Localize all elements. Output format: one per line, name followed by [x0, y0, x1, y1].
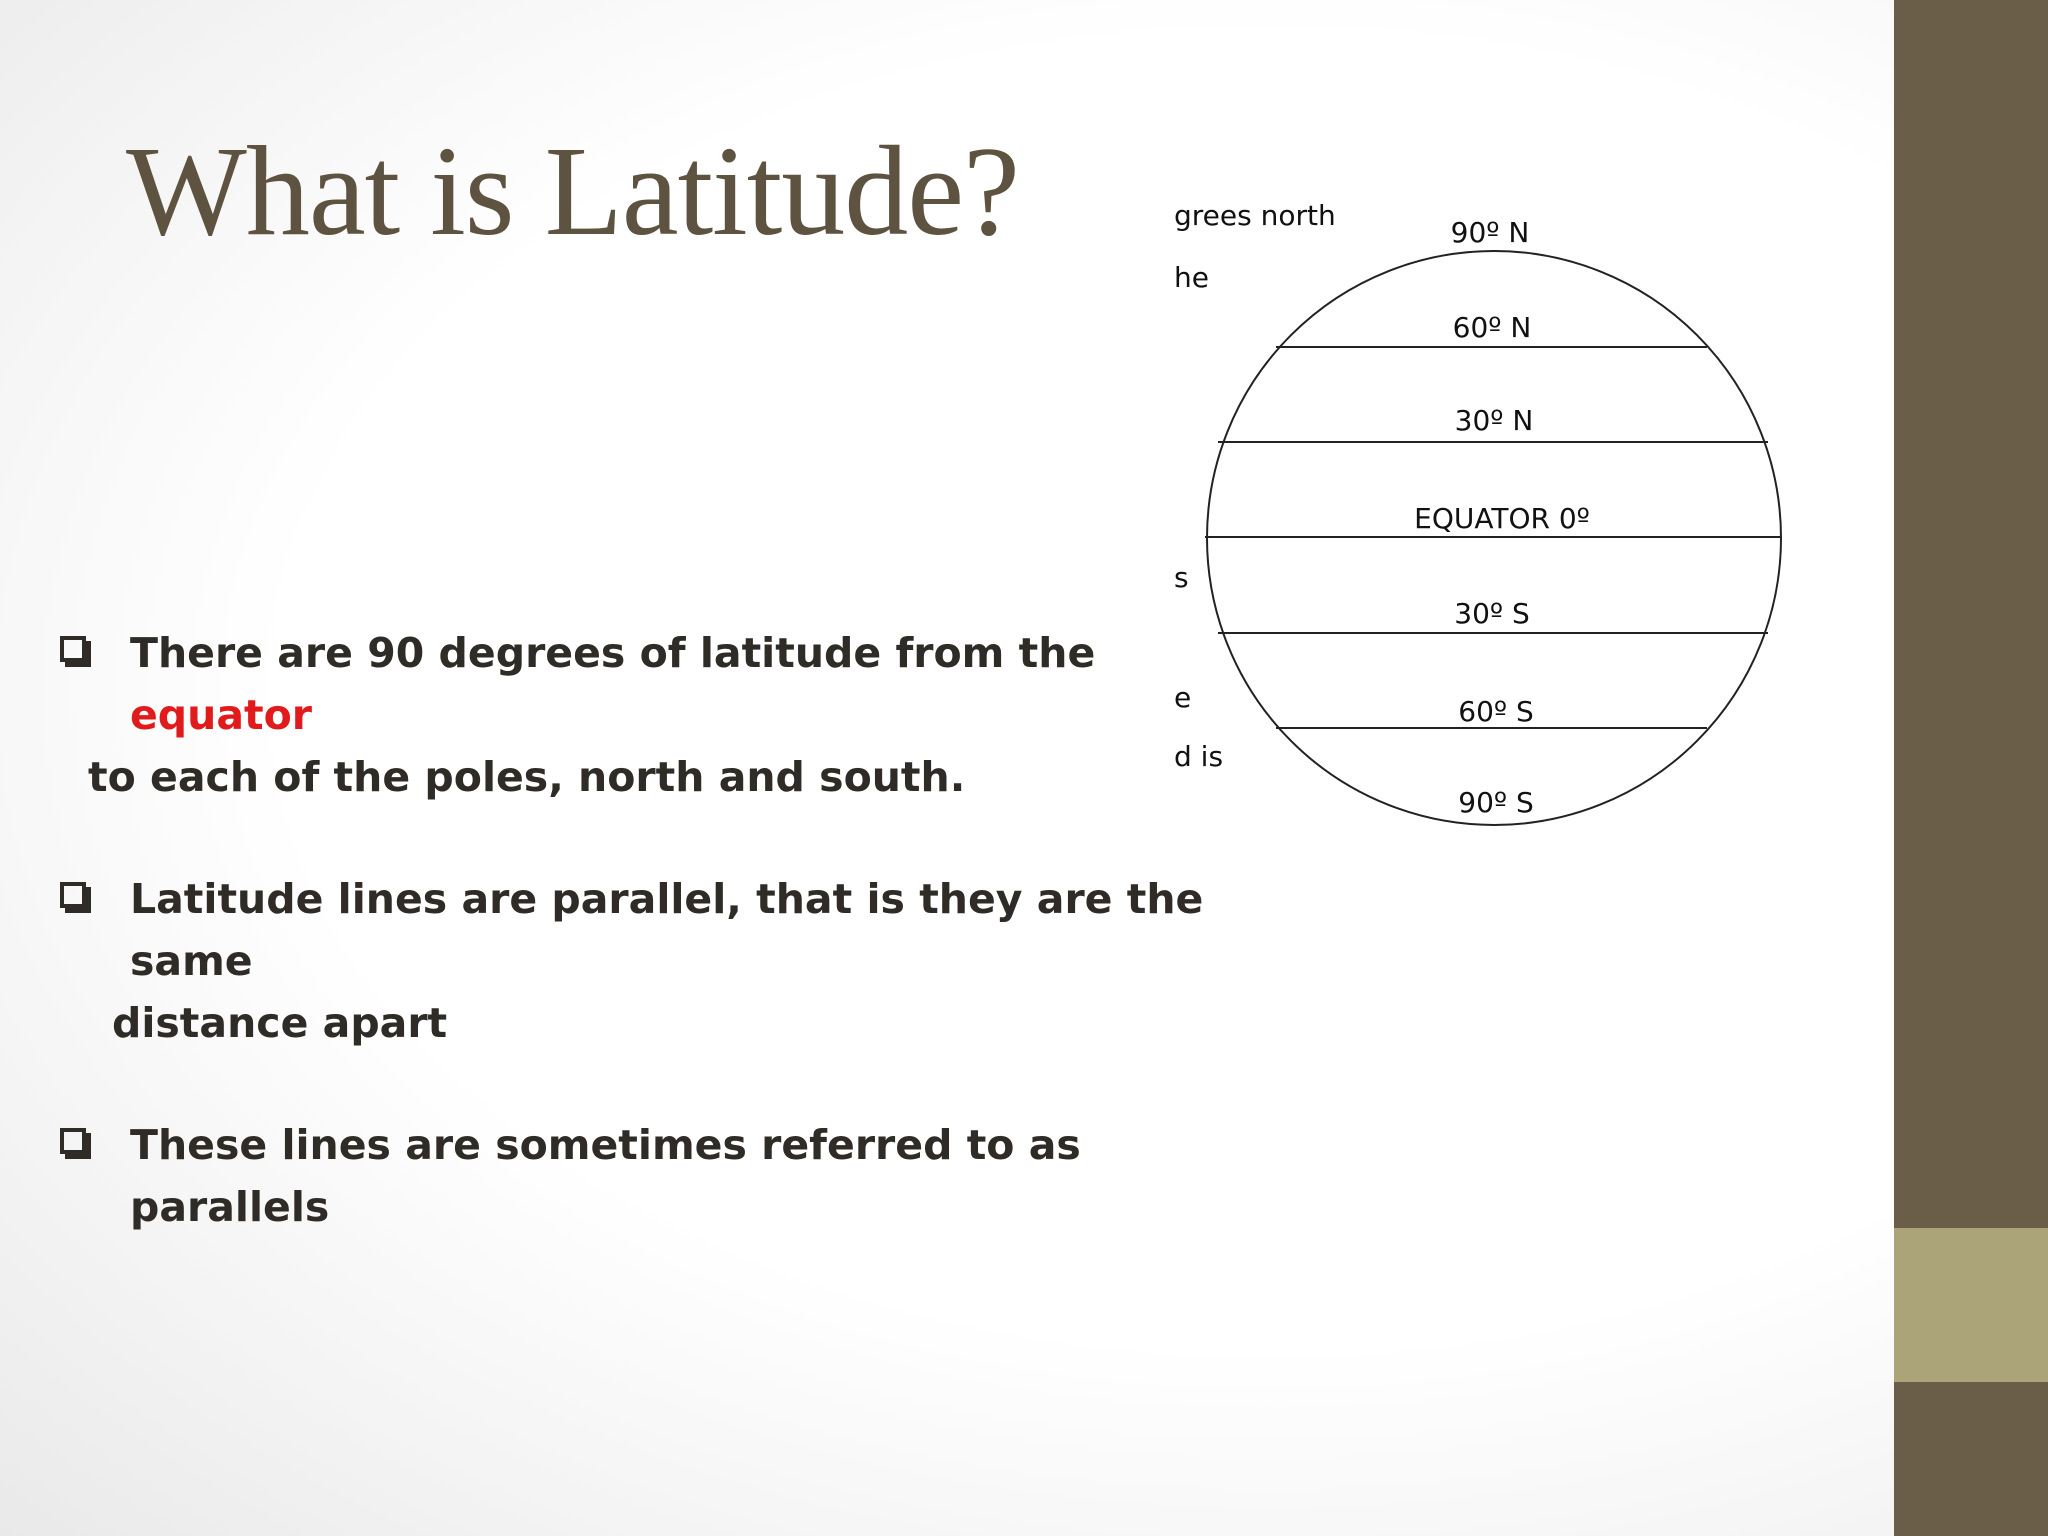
latitude-globe-svg: [1168, 190, 1808, 840]
bullet-item: [56, 1114, 1256, 1238]
cut-off-text: he: [1174, 261, 1209, 294]
bullet-item: [56, 622, 1256, 808]
label-equator: EQUATOR 0º: [1414, 502, 1590, 535]
bullet-text: These lines are sometimes referred to as parallels: [130, 1121, 1081, 1231]
latitude-diagram: [1168, 190, 1808, 840]
slide-title: What is Latitude?: [126, 120, 1019, 262]
bullet-item: [56, 868, 1256, 1054]
label-30s: 30º S: [1454, 597, 1530, 630]
bullet-text-continued: to each of the poles, north and south.: [88, 753, 966, 801]
cut-off-text: grees north: [1174, 199, 1336, 232]
checkbox-bullet-icon: [60, 636, 86, 662]
bullet-text: There are 90 degrees of latitude from the: [130, 629, 1096, 677]
cut-off-text: d is: [1174, 740, 1224, 773]
label-60s: 60º S: [1458, 695, 1534, 728]
bullet-text-continued: distance apart: [112, 999, 448, 1047]
label-90s: 90º S: [1458, 786, 1534, 819]
sidebar-accent-block: [1894, 1228, 2048, 1382]
bullet-list: [56, 622, 1256, 1298]
equator-highlight: equator: [130, 691, 312, 739]
label-60n: 60º N: [1452, 311, 1532, 344]
label-90n: 90º N: [1450, 216, 1530, 249]
checkbox-bullet-icon: [60, 882, 86, 908]
checkbox-bullet-icon: [60, 1128, 86, 1154]
cut-off-text: s: [1174, 561, 1189, 594]
bullet-text: Latitude lines are parallel, that is they are the same: [130, 875, 1204, 985]
cut-off-text: e: [1174, 681, 1192, 714]
label-30n: 30º N: [1454, 404, 1534, 437]
